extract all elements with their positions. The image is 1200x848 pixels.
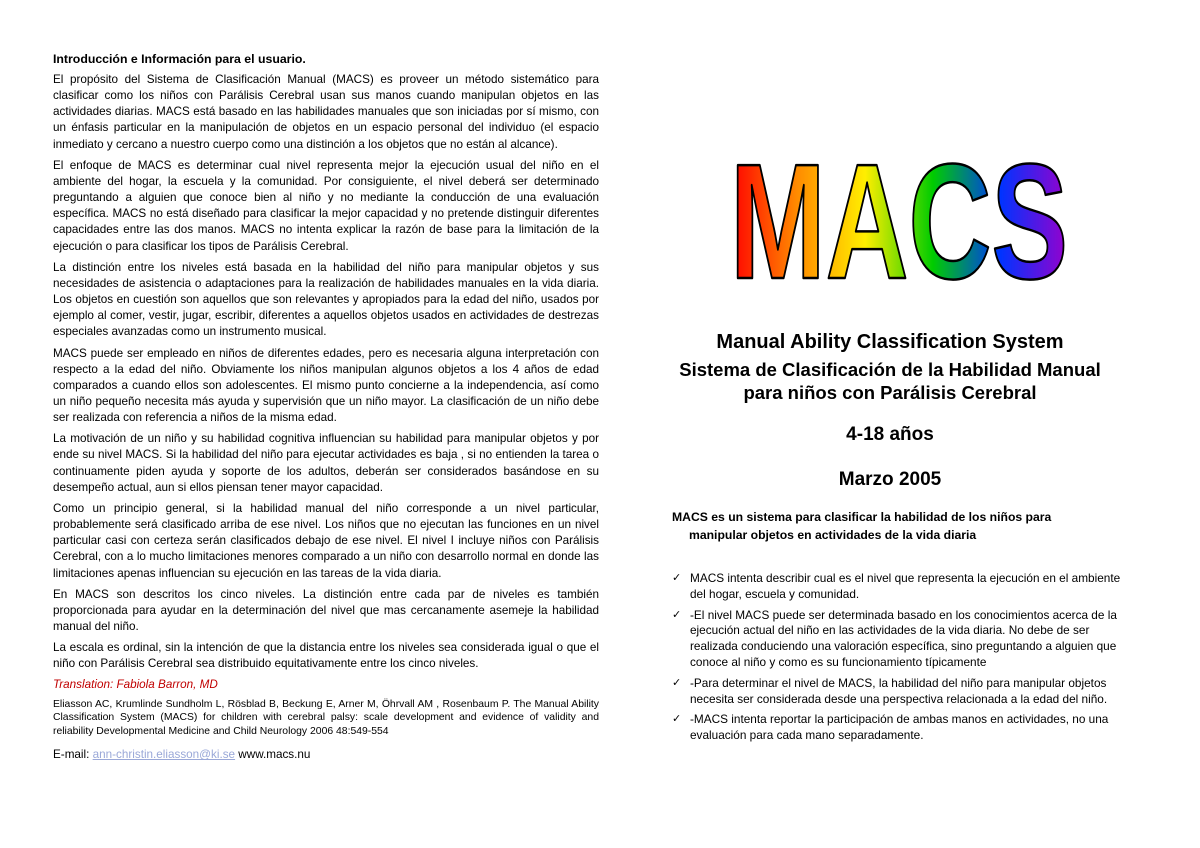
list-item: [672, 571, 1132, 603]
reference-citation: Eliasson AC, Krumlinde Sundholm L, Rösblad B, Beckung E, Arner M, Öhrvall AM , Rosenbaum P. The Manual Ability Classification System (MACS) for children with cerebral palsy: scale development and evidence of validity and reliability Developmental Medicine and Child Neurology 2006 48:549-554: [53, 698, 599, 737]
check-icon: ✓: [672, 676, 682, 689]
translation-label: Translation:: [53, 678, 114, 692]
paragraph-purpose: El propósito del Sistema de Clasificación Manual (MACS) es proveer un método sistemático para clasificar como los niños con Parálisis Cerebral usan sus manos cuando manipulan objetos en las actividades diarias. MACS está basado en las habilidades manuales que son iniciadas por sí mismo, con un énfasis particular en la manipulación de objetos en un espacio personal del individuo (el espacio inmediato y cercano a nuestro cuerpo como una distinción a los objetos que no están al alcance).: [53, 73, 599, 151]
logo-text: MACS: [730, 130, 1068, 313]
description-line1: MACS es un sistema para clasificar la habilidad de los niños para: [672, 510, 1052, 524]
paragraph-motivation: La motivación de un niño y su habilidad cognitiva influencian su habilidad para manipular objetos y por ende su nivel MACS. Si la habilidad del niño para ejecutar actividades es baja , si no entienden la tarea o continuamente piden ayuda y soporte de los adultos, deberán ser considerados basándose en su desempeño actual, aun si ellos piensan tener mayor capacidad.: [53, 432, 599, 494]
publication-date: Marzo 2005: [838, 469, 942, 490]
macs-logo: [728, 130, 1070, 313]
paragraph-levels: En MACS son descritos los cinco niveles. La distinción entre cada par de niveles es también proporcionada para ayudar en la determinación del nivel que mas cercanamente asemeje la habilidad manual del niño.: [53, 587, 599, 633]
age-range: 4-18 años: [846, 424, 934, 445]
email-link[interactable]: ann-christin.eliasson@ki.se: [92, 748, 236, 762]
list-item-text: -MACS intenta reportar la participación de ambas manos en actividades, no una evaluación para cada mano separadamente.: [690, 712, 1109, 743]
paragraph-principle: Como un principio general, si la habilidad manual del niño corresponde a un nivel particular, probablemente será clasificado arriba de ese nivel. Los niños que no ejecutan las funciones en un nivel particular casi con certeza serán clasificados debajo de ese nivel. El nivel I incluye niños con Parálisis Cerebral, con a lo mucho limitaciones menores comparado a un niño con desarrollo normal en donde las limitaciones apenas influencian su ejecución en las tareas de la vida diaria.: [53, 501, 599, 580]
list-item-text: -El nivel MACS puede ser determinada basado en los conocimientos acerca de la ejecución actual del niño en las actividades de la vida diaria. No debe de ser realizada conduciendo una valoración específica, sino preguntando a alguien que conoce al niño y como es su funcionamiento típicamente: [690, 607, 1117, 669]
email-label: E-mail:: [53, 748, 93, 762]
intro-heading: Introducción e Información para el usuario.: [53, 52, 306, 66]
check-icon: ✓: [672, 608, 682, 621]
paragraph-ages: MACS puede ser empleado en niños de diferentes edades, pero es necesaria alguna interpretación con respecto a la edad del niño. Obviamente los niños manipulan algunos objetos a los 4 años de edad comparados a cuando ellos son adolescentes. El mismo punto concierne a la independencia, así como un niño pequeño necesita más ayuda y supervisión que un niño mayor. La clasificación de un niño debe ser realizada con referencia a niños de la misma edad.: [53, 346, 599, 425]
description-line2: manipular objetos en actividades de la vida diaria: [689, 528, 977, 542]
title-spanish-line1: Sistema de Clasificación de la Habilidad Manual: [679, 359, 1101, 380]
list-item: [672, 608, 1132, 671]
paragraph-focus: El enfoque de MACS es determinar cual nivel representa mejor la ejecución usual del niño en el ambiente del hogar, la escuela y la comunidad. Por consiguiente, el nivel deberá ser determinado preguntando a alguien que conoce bien al niño y no mediante la conducción de una evaluación específica. MACS no está diseñado para clasificar la mejor capacidad y no pretende distinguir diferentes capacidades entre las dos manos. MACS no intenta explicar la razón de base para la limitación de la ejecución o para clasificar los tipos de Parálisis Cerebral.: [53, 158, 599, 253]
list-item: [672, 712, 1132, 744]
paragraph-scale: La escala es ordinal, sin la intención de que la distancia entre los niveles sea considerada igual o que el niño con Parálisis Cerebral sea distribuido equitativamente entre los cinco niveles.: [53, 641, 599, 671]
macs-description: [672, 508, 1112, 544]
contact-line: [53, 747, 599, 763]
list-item-text: MACS intenta describir cual es el nivel que representa la ejecución en el ambiente del hogar, escuela y comunidad.: [690, 571, 1121, 601]
list-item-text: -Para determinar el nivel de MACS, la habilidad del niño para manipular objetos necesita ser considerada desde una perspectiva relacionada a la edad del niño.: [690, 675, 1108, 706]
title-spanish-line2: para niños con Parálisis Cerebral: [743, 381, 1037, 403]
title-block: [630, 330, 1150, 491]
check-icon: ✓: [672, 572, 682, 584]
translation-credit: [53, 677, 599, 693]
translator-name: Fabiola Barron, MD: [113, 678, 218, 692]
left-column: [53, 51, 599, 763]
check-icon: ✓: [672, 713, 682, 726]
title-english: Manual Ability Classification System: [716, 331, 1064, 353]
checklist: [672, 571, 1132, 749]
website-text: www.macs.nu: [235, 748, 311, 762]
list-item: [672, 676, 1132, 708]
paragraph-distinction: La distinción entre los niveles está basada en la habilidad del niño para manipular objetos y sus necesidades de asistencia o adaptaciones para la realización de habilidades manuales en la vida diaria. Los objetos en cuestión son aquellos que son relevantes y apropiados para la edad del niño, usados por ejemplo al comer, vestir, jugar, escribir, diferentes a aquellos objetos usados en actividades de destrezas especiales avanzadas como un instrumento musical.: [53, 260, 599, 339]
